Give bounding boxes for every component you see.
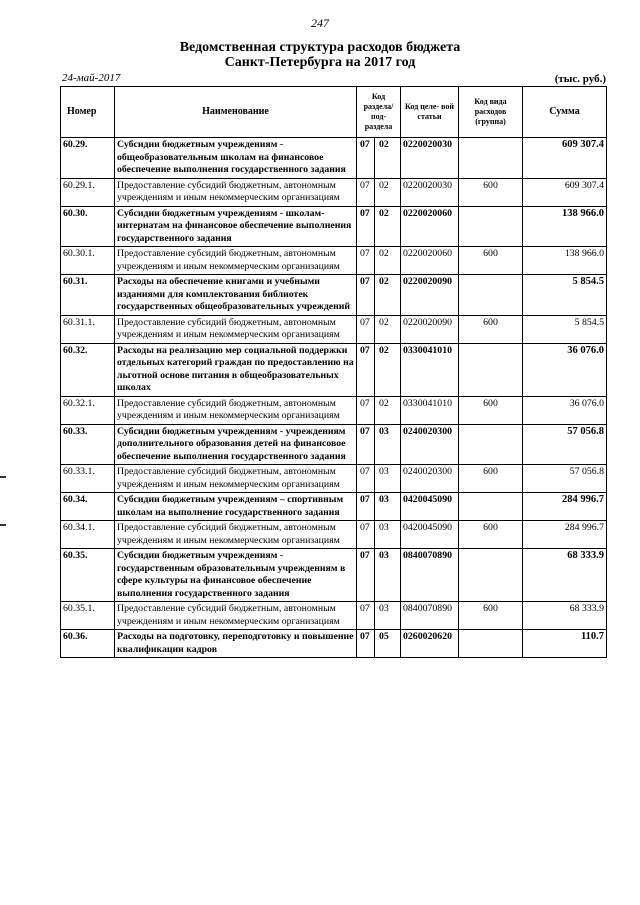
table-row [61, 602, 607, 630]
header-name: Наименование [115, 87, 357, 138]
row-name: Субсидии бюджетным учреждениям - школам-интернатам на финансовое обеспечение выполнения государственного задания [115, 206, 357, 247]
row-subsection-code: 02 [375, 396, 401, 424]
row-sum: 57 056.8 [523, 465, 607, 493]
row-number: 60.31. [61, 275, 115, 316]
row-subsection-code: 05 [375, 630, 401, 658]
title-line-2: Санкт-Петербурга на 2017 год [224, 55, 416, 70]
header-number: Номер [61, 87, 115, 138]
header-section-code: Код раздела/ под- раздела [357, 87, 401, 138]
row-name: Предоставление субсидий бюджетным, автономным учреждениям и иным некоммерческим организациям [115, 178, 357, 206]
row-expense-type: 600 [459, 465, 523, 493]
row-expense-type [459, 549, 523, 602]
row-sum: 5 854.5 [523, 275, 607, 316]
row-section-code: 07 [357, 465, 375, 493]
header-article-code: Код целе- вой статьи [401, 87, 459, 138]
table-row [61, 275, 607, 316]
row-sum: 68 333.9 [523, 549, 607, 602]
row-article-code: 0220020090 [401, 275, 459, 316]
row-section-code: 07 [357, 521, 375, 549]
table-row [61, 343, 607, 396]
row-number: 60.29. [61, 138, 115, 179]
table-row [61, 206, 607, 247]
row-expense-type [459, 206, 523, 247]
row-expense-type [459, 275, 523, 316]
row-sum: 36 076.0 [523, 343, 607, 396]
row-section-code: 07 [357, 549, 375, 602]
row-subsection-code: 03 [375, 602, 401, 630]
header-expense-type: Код вида расходов (группа) [459, 87, 523, 138]
table-row [61, 247, 607, 275]
scan-edge-mark [0, 476, 6, 478]
row-subsection-code: 02 [375, 178, 401, 206]
row-number: 60.30. [61, 206, 115, 247]
row-subsection-code: 02 [375, 138, 401, 179]
row-expense-type [459, 424, 523, 465]
row-sum: 609 307.4 [523, 178, 607, 206]
row-expense-type [459, 138, 523, 179]
row-expense-type: 600 [459, 315, 523, 343]
budget-table [60, 86, 607, 658]
row-section-code: 07 [357, 247, 375, 275]
row-sum: 110.7 [523, 630, 607, 658]
row-subsection-code: 02 [375, 275, 401, 316]
row-number: 60.35.1. [61, 602, 115, 630]
table-row [61, 138, 607, 179]
row-article-code: 0220020060 [401, 206, 459, 247]
table-row [61, 315, 607, 343]
row-sum: 5 854.5 [523, 315, 607, 343]
row-expense-type: 600 [459, 396, 523, 424]
row-name: Предоставление субсидий бюджетным, автономным учреждениям и иным некоммерческим организациям [115, 465, 357, 493]
title-line-1: Ведомственная структура расходов бюджета [179, 40, 461, 55]
row-expense-type: 600 [459, 602, 523, 630]
row-subsection-code: 03 [375, 549, 401, 602]
row-name: Субсидии бюджетным учреждениям – спортивным школам на выполнение государственного задания [115, 493, 357, 521]
row-article-code: 0420045090 [401, 521, 459, 549]
row-sum: 609 307.4 [523, 138, 607, 179]
row-expense-type [459, 630, 523, 658]
document-title [0, 40, 640, 70]
scan-edge-mark [0, 524, 6, 526]
row-sum: 138 966.0 [523, 206, 607, 247]
row-name: Предоставление субсидий бюджетным, автономным учреждениям и иным некоммерческим организациям [115, 602, 357, 630]
row-article-code: 0330041010 [401, 343, 459, 396]
row-name: Субсидии бюджетным учреждениям - учреждениям дополнительного образования детей на финансовое обеспечение выполнения государственного задания [115, 424, 357, 465]
row-number: 60.35. [61, 549, 115, 602]
row-expense-type [459, 343, 523, 396]
row-sum: 36 076.0 [523, 396, 607, 424]
row-sum: 68 333.9 [523, 602, 607, 630]
row-expense-type [459, 493, 523, 521]
table-row [61, 396, 607, 424]
row-section-code: 07 [357, 275, 375, 316]
row-number: 60.36. [61, 630, 115, 658]
row-article-code: 0330041010 [401, 396, 459, 424]
row-name: Расходы на реализацию мер социальной поддержки отдельных категорий граждан по предоставлению на льготной основе питания в общеобразовательных школах [115, 343, 357, 396]
row-section-code: 07 [357, 343, 375, 396]
row-section-code: 07 [357, 206, 375, 247]
table-row [61, 424, 607, 465]
row-name: Предоставление субсидий бюджетным, автономным учреждениям и иным некоммерческим организациям [115, 315, 357, 343]
header-sum: Сумма [523, 87, 607, 138]
row-article-code: 0220020090 [401, 315, 459, 343]
row-section-code: 07 [357, 493, 375, 521]
page-number: 247 [311, 16, 329, 30]
row-section-code: 07 [357, 315, 375, 343]
row-expense-type: 600 [459, 178, 523, 206]
row-article-code: 0840070890 [401, 549, 459, 602]
row-article-code: 0240020300 [401, 424, 459, 465]
row-name: Расходы на подготовку, переподготовку и повышение квалификации кадров [115, 630, 357, 658]
currency-unit: (тыс. руб.) [554, 73, 606, 85]
row-number: 60.34. [61, 493, 115, 521]
table-row [61, 178, 607, 206]
row-number: 60.32. [61, 343, 115, 396]
row-expense-type: 600 [459, 521, 523, 549]
table-header-row [61, 87, 607, 138]
row-number: 60.33.1. [61, 465, 115, 493]
row-name: Субсидии бюджетным учреждениям - общеобразовательным школам на финансовое обеспечение выполнения государственного задания [115, 138, 357, 179]
table-row [61, 465, 607, 493]
row-name: Предоставление субсидий бюджетным, автономным учреждениям и иным некоммерческим организациям [115, 247, 357, 275]
row-section-code: 07 [357, 138, 375, 179]
row-number: 60.33. [61, 424, 115, 465]
row-article-code: 0240020300 [401, 465, 459, 493]
row-article-code: 0220020030 [401, 178, 459, 206]
row-subsection-code: 03 [375, 465, 401, 493]
row-section-code: 07 [357, 178, 375, 206]
row-article-code: 0220020060 [401, 247, 459, 275]
row-number: 60.31.1. [61, 315, 115, 343]
row-section-code: 07 [357, 396, 375, 424]
row-number: 60.32.1. [61, 396, 115, 424]
row-number: 60.30.1. [61, 247, 115, 275]
row-article-code: 0420045090 [401, 493, 459, 521]
row-subsection-code: 02 [375, 247, 401, 275]
row-name: Предоставление субсидий бюджетным, автономным учреждениям и иным некоммерческим организациям [115, 521, 357, 549]
row-sum: 138 966.0 [523, 247, 607, 275]
row-subsection-code: 03 [375, 521, 401, 549]
row-subsection-code: 02 [375, 206, 401, 247]
row-article-code: 0840070890 [401, 602, 459, 630]
row-name: Предоставление субсидий бюджетным, автономным учреждениям и иным некоммерческим организациям [115, 396, 357, 424]
table-row [61, 630, 607, 658]
row-subsection-code: 03 [375, 493, 401, 521]
row-article-code: 0260020620 [401, 630, 459, 658]
row-sum: 284 996.7 [523, 521, 607, 549]
row-name: Расходы на обеспечение книгами и учебными изданиями для комплектования библиотек государственных общеобразовательных учреждений [115, 275, 357, 316]
row-subsection-code: 03 [375, 424, 401, 465]
row-expense-type: 600 [459, 247, 523, 275]
row-section-code: 07 [357, 602, 375, 630]
table-row [61, 549, 607, 602]
row-name: Субсидии бюджетным учреждениям - государственным образовательным учреждениям в сфере культуры на финансовое обеспечение выполнения государственного задания [115, 549, 357, 602]
table-body [61, 138, 607, 658]
table-row [61, 521, 607, 549]
row-section-code: 07 [357, 424, 375, 465]
row-sum: 284 996.7 [523, 493, 607, 521]
row-number: 60.34.1. [61, 521, 115, 549]
row-section-code: 07 [357, 630, 375, 658]
row-subsection-code: 02 [375, 315, 401, 343]
row-article-code: 0220020030 [401, 138, 459, 179]
row-number: 60.29.1. [61, 178, 115, 206]
row-sum: 57 056.8 [523, 424, 607, 465]
table-row [61, 493, 607, 521]
row-subsection-code: 02 [375, 343, 401, 396]
document-date: 24-май-2017 [62, 72, 121, 84]
